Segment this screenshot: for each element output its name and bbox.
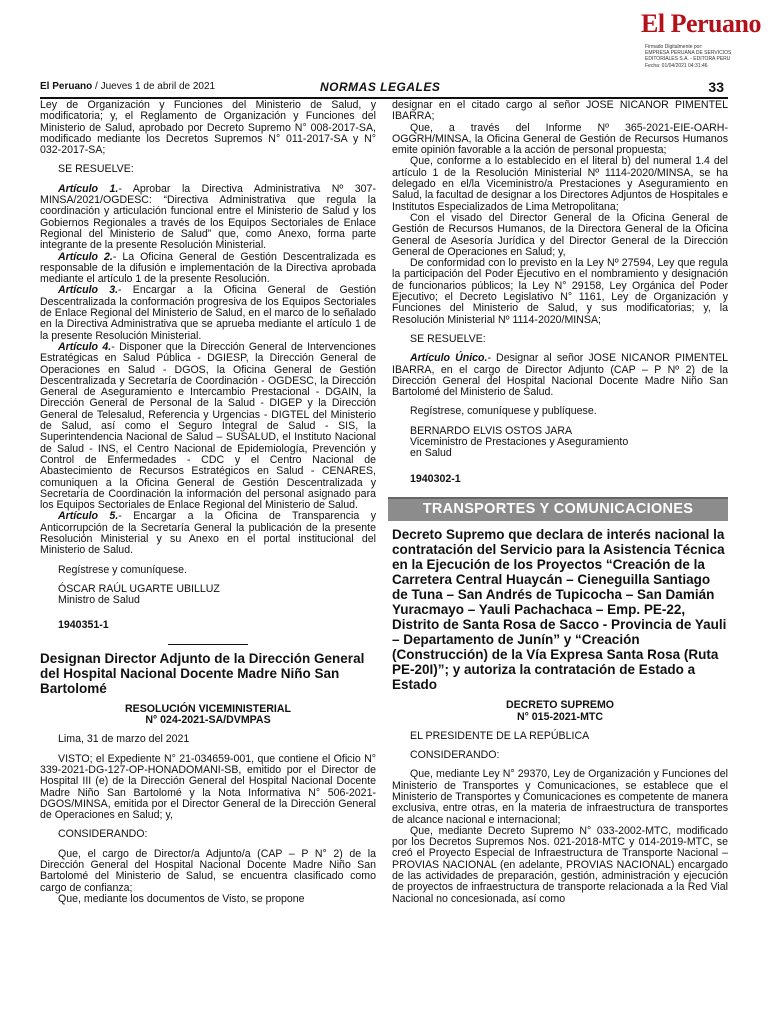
article-text: - Designar al señor JOSE NICANOR PIMENTEL IBARRA, en el cargo de Director Adjunto (CAP – P Nº 2) de la Dirección General del Hospital Nacional Docente Madre Niño San Bartolomé del Ministerio de Salud.	[392, 352, 729, 399]
signer-role: Viceministro de Prestaciones y Aseguramiento	[410, 436, 629, 449]
se-resuelve: SE RESUELVE:	[410, 332, 486, 345]
decree-number: N° 015-2021-MTC	[516, 710, 604, 723]
section-banner: TRANSPORTES Y COMUNICACIONES	[388, 497, 728, 521]
considerando: CONSIDERANDO:	[410, 749, 500, 762]
paragraph: designar en el citado cargo al señor JOSE NICANOR PIMENTEL IBARRA;	[392, 99, 728, 123]
se-resuelve: SE RESUELVE:	[58, 163, 134, 176]
paragraph: De conformidad con lo previsto en la Ley Nº 27594, Ley que regula la participación del Poder Ejecutivo en el nombramiento y designación de funcionarios públicos; la Ley N° 29158, Ley Orgánica del Poder Ejecutivo; el Decreto Legislativo N° 1161, Ley de Organización y Funciones del Ministerio de Salud, y sus modificatorias; y, la Resolución Ministerial Nº 1114-2020/MINSA;	[392, 257, 728, 326]
visto: VISTO; el Expediente N° 21-034659-001, que contiene el Oficio N° 339-2021-DG-127-OP-HONADOMANI-SB, emitido por el Director de Hospital III (e) de la Dirección General del Hospital Nacional Docente Madre Niño San Bartolomé y la Nota Informativa N° 506-2021-DGOS/MINSA, emitida por el Director General de la Dirección General de Operaciones en Salud; y,	[40, 752, 376, 822]
article-2	[40, 252, 376, 286]
left-column	[40, 100, 376, 905]
masthead	[0, 0, 768, 75]
header-paper: El Peruano	[40, 81, 93, 92]
paragraph: Que, conforme a lo establecido en el literal b) del numeral 1.4 del artículo 1 de la Resolución Ministerial Nº 1114-2020/MINSA, se ha delegado en el/la Viceministro/a Prestaciones y Aseguramiento en Salud, la facultad de designar a los Directores Adjuntos de Hospitales e Institutos Especializados de Lima Metropolitana;	[392, 155, 728, 213]
article-title: Decreto Supremo que declara de interés nacional la contratación del Servicio para la Asistencia Técnica en la Ejecución de los Proyectos “Creación de la Carretera Central Huaycán – Cieneguilla Santiago de Tuna – San Andrés de Tupicocha – San Damián Yuracmayo – Yauli Pachachaca – Emp. PE-22, Distrito de Santa Rosa de Sacco - Provincia de Yauli – Departamento de Junín” y “Creación (Construcción) de la Vía Expresa Santa Rosa (Ruta PE-20I)”; y autoriza la contratación de Estado a Estado	[392, 527, 727, 693]
article-1	[40, 184, 376, 252]
divider	[168, 644, 248, 645]
paragraph: Que, mediante Decreto Supremo N° 033-2002-MTC, modificado por los Decretos Supremos Nos. 021-2018-MTC y 014-2019-MTC, se creó el Proyecto Especial de Infraestructura de Transporte Nacional – PROVIAS NACIONAL (en adelante, PROVIAS NACIONAL) encargado de las actividades de preparación, gestión, administración y ejecución de proyectos de infraestructura de transporte relacionada a la Red Vial Nacional no concesionada, así como	[392, 824, 728, 905]
article-3	[40, 285, 376, 341]
closing: Regístrese, comuníquese y publíquese.	[410, 405, 597, 418]
right-column	[392, 100, 728, 905]
header-section: NORMAS LEGALES	[320, 80, 441, 94]
signer-name: BERNARDO ELVIS OSTOS JARA	[410, 424, 573, 437]
decree-heading	[392, 700, 728, 723]
header-date-text: / Jueves 1 de abril de 2021	[95, 81, 216, 92]
article-label: Artículo Único.	[410, 352, 488, 365]
resolution-type: RESOLUCIÓN VICEMINISTERIAL	[125, 702, 291, 715]
article-text: - Encargar a la Oficina de Transparencia y Anticorrupción de la Secretaría General la publicación de la presente Resolución Ministerial y su Anexo en el portal institucional del Ministerio de Salud.	[40, 510, 376, 557]
resolution-heading	[40, 704, 376, 727]
closing: Regístrese y comuníquese.	[58, 563, 187, 576]
paragraph: Ley de Organización y Funciones del Ministerio de Salud, y modificatoria; y, el Reglamento de Organización y Funciones del Ministerio de Salud, aprobado por Decreto Supremo N° 008-2017-SA, modificado mediante los Decretos Supremos N° 011-2017-SA y N° 032-2017-SA;	[40, 99, 376, 157]
digital-signature-stamp: Firmado Digitalmente por: EMPRESA PERUANA DE SERVICIOS EDITORIALES S.A. - EDITORA PERU Fecha: 01/04/2021 04:31:46	[645, 44, 732, 69]
paragraph: Que, mediante Ley N° 29370, Ley de Organización y Funciones del Ministerio de Transportes y Comunicaciones, se establece que el Ministerio de Transportes y Comunicaciones es competente de manera exclusiva, entre otras, en la materia de infraestructura de transportes de alcance nacional e internacional;	[392, 768, 728, 826]
considerando: CONSIDERANDO:	[58, 828, 148, 841]
document-code: 1940351-1	[58, 619, 109, 632]
resolution-number: N° 024-2021-SA/DVMPAS	[145, 714, 271, 727]
article-label: Artículo 2.	[58, 250, 113, 263]
page-header	[40, 80, 728, 99]
article-label: Artículo 1.	[58, 182, 119, 195]
article-label: Artículo 4.	[58, 340, 112, 353]
place-date: Lima, 31 de marzo del 2021	[58, 733, 190, 746]
article-text: - Disponer que la Dirección General de Intervenciones Estratégicas en Salud Pública - DGIESP, la Dirección General de Operaciones en Salud - DGOS, la Oficina General de Gestión Descentralizada y Secretaría de Coordinación - OGDESC, la Dirección General de Aseguramiento e Intercambio Prestacional - DGAIN, la Dirección General de Personal de la Salud - DIGEP y la Dirección General de Telesalud, Referencia y Urgencias - DIGTEL del Ministerio de Salud, así como el Seguro Integral de Salud - SIS, la Superintendencia Nacional de Salud – SUSALUD, el Instituto Nacional de Salud - INS, el Centro Nacional de Epidemiología, Prevención y Control de Enfermedades - CDC y el Centro Nacional de Abastecimiento de Recursos Estratégicos en Salud - CENARES, comuniquen a la Oficina General de Gestión Descentralizada y Secretaría de Coordinación la información del personal asignado para los Equipos Sectoriales de Enlace Regional del Ministerio de Salud.	[40, 340, 376, 512]
decree-type: DECRETO SUPREMO	[505, 699, 615, 712]
signer-name: ÓSCAR RAÚL UGARTE UBILLUZ	[58, 582, 220, 595]
paragraph: Con el visado del Director General de la Oficina General de Gestión de Recursos Humanos, de la Directora General de la Oficina General de Asesoría Jurídica y del Director General de la Dirección General de Operaciones en Salud; y,	[392, 211, 728, 258]
signer-role: en Salud	[410, 447, 452, 460]
article-4	[40, 342, 376, 511]
document-code: 1940302-1	[410, 472, 461, 485]
header-date	[40, 81, 215, 92]
signer-role: Ministro de Salud	[58, 594, 140, 607]
article-label: Artículo 5.	[58, 510, 119, 523]
article-unico	[392, 353, 728, 398]
page-number: 33	[708, 79, 724, 95]
article-text: - Encargar a la Oficina General de Gestión Descentralizada la conformación progresiva de los Equipos Sectoriales de Enlace Regional del Ministerio de Salud, en el marco de lo señalado en la Directiva Administrativa que se aprueba mediante el artículo 1 de la presente Resolución Ministerial.	[40, 284, 376, 342]
article-label: Artículo 3.	[58, 284, 119, 297]
article-title: Designan Director Adjunto de la Dirección General del Hospital Nacional Docente Madre Niño San Bartolomé	[40, 650, 365, 696]
paragraph: Que, mediante los documentos de Visto, se propone	[58, 892, 305, 905]
paragraph: Que, el cargo de Director/a Adjunto/a (CAP – P N° 2) de la Dirección General del Hospital Nacional Docente Madre Niño San Bartolomé del Ministerio de Salud, se encuentra clasificado como cargo de confianza;	[40, 847, 376, 894]
article-text: - Aprobar la Directiva Administrativa Nº 307-MINSA/2021/OGDESC: “Directiva Administrativa que regula la coordinación y articulación funcional entre el Ministerio de Salud y los Gobiernos Regionales a través de los Equipos Sectoriales de Enlace Regional del Ministerio de Salud” que, como Anexo, forma parte integrante de la presente Resolución Ministerial.	[40, 182, 376, 252]
article-text: - La Oficina General de Gestión Descentralizada es responsable de la difusión e implementación de la Directiva aprobada mediante el artículo 1 de la presente Resolución.	[40, 250, 376, 286]
paragraph: Que, a través del Informe Nº 365-2021-EIE-OARH-OGGRH/MINSA, la Oficina General de Gestión de Recursos Humanos emite opinión favorable a la acción de personal propuesta;	[392, 121, 728, 157]
el-peruano-logo: El Peruano	[641, 9, 761, 38]
article-5	[40, 511, 376, 556]
president-line: EL PRESIDENTE DE LA REPÚBLICA	[410, 729, 590, 742]
